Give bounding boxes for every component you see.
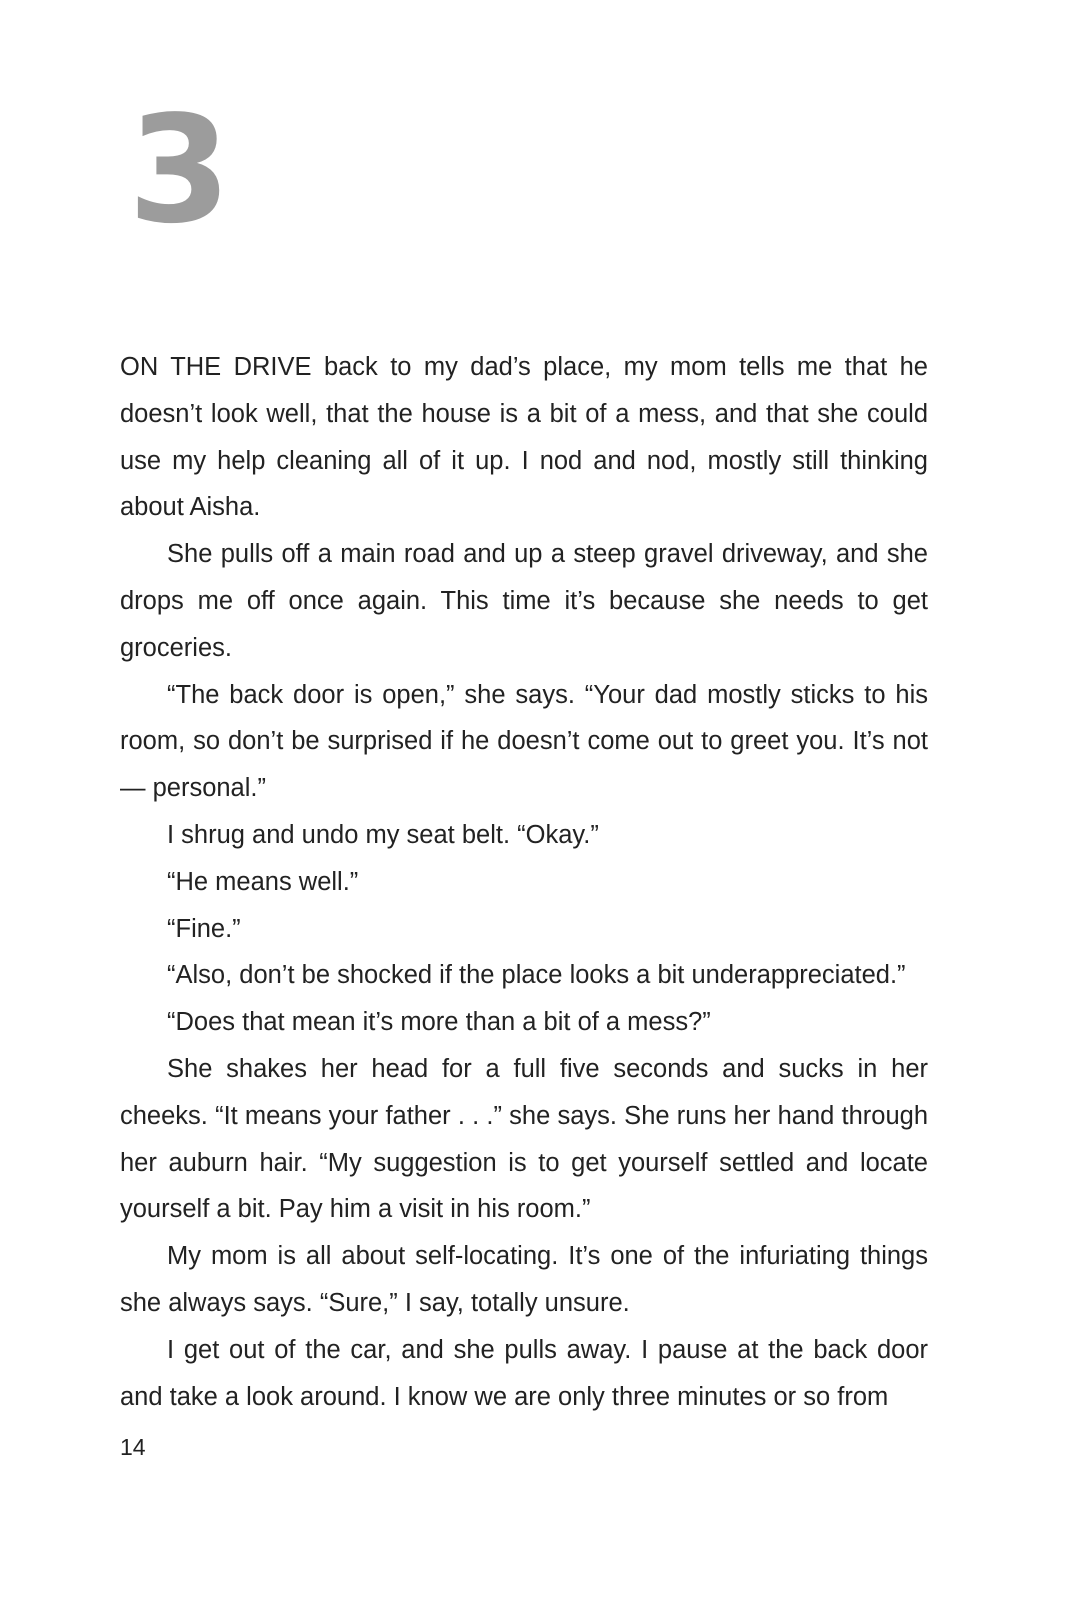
paragraph: “Fine.” — [167, 914, 241, 943]
paragraph: “Also, don’t be shocked if the place looks a bit underappreciated.” — [167, 961, 906, 990]
paragraph: My mom is all about self-locating. It’s one of the infuriating things she always says. “Sure,” I say, totally unsure. — [120, 1242, 928, 1317]
paragraph: She shakes her head for a full five seconds and sucks in her cheeks. “It means your father . . .” she says. She runs her hand through her auburn hair. “My suggestion is to get yourself settled and locate yourself a bit. Pay him a visit in his room.” — [120, 1054, 928, 1224]
chapter-body — [120, 344, 928, 1420]
paragraph: “The back door is open,” she says. “Your dad mostly sticks to his room, so don’t be surprised if he doesn’t come out to greet you. It’s not — personal.” — [120, 680, 928, 803]
paragraph: I shrug and undo my seat belt. “Okay.” — [167, 820, 599, 849]
paragraph: “He means well.” — [167, 867, 359, 896]
page-number: 14 — [120, 1434, 146, 1460]
paragraph: ON THE DRIVE back to my dad’s place, my mom tells me that he doesn’t look well, that the house is a bit of a mess, and that she could use my help cleaning all of it up. I nod and nod, mostly still thinking about Aisha. — [120, 353, 928, 522]
paragraph: She pulls off a main road and up a steep gravel driveway, and she drops me off once again. This time it’s because she needs to get groceries. — [120, 540, 928, 662]
paragraph: I get out of the car, and she pulls away. I pause at the back door and take a look around. I know we are only three minutes or so from — [120, 1335, 928, 1411]
paragraph: “Does that mean it’s more than a bit of a mess?” — [167, 1008, 711, 1037]
chapter-number: 3 — [128, 84, 227, 256]
